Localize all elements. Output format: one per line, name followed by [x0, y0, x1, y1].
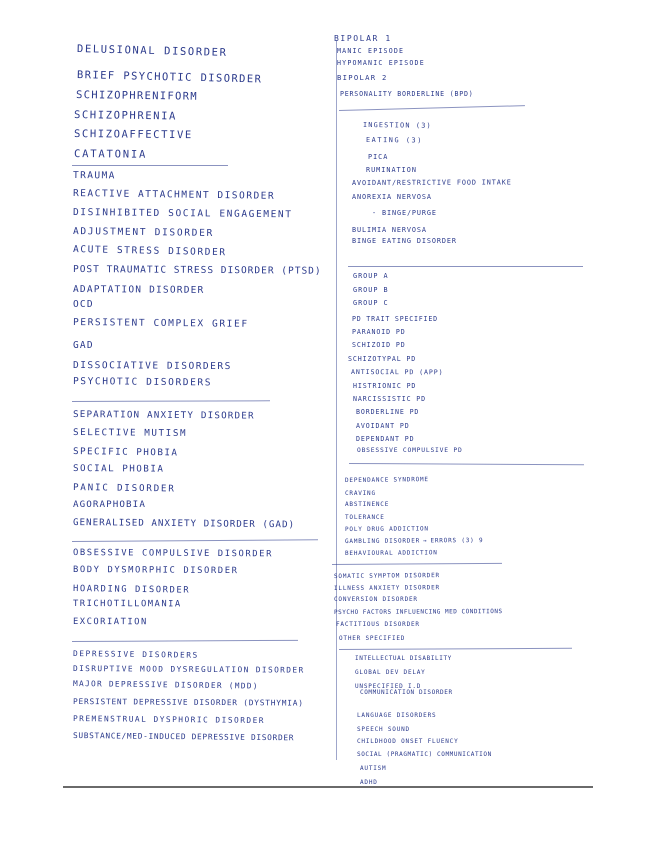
- right-note-line: ILLNESS ANXIETY DISORDER: [333, 584, 440, 592]
- right-note-line: DEPENDANCE SYNDROME: [344, 476, 429, 484]
- left-note-line: ADJUSTMENT DISORDER: [72, 226, 215, 239]
- left-note-line: PSYCHOTIC DISORDERS: [72, 376, 213, 389]
- left-note-line: PREMENSTRUAL DYSPHORIC DISORDER: [72, 714, 266, 726]
- right-note-line: BIPOLAR 1: [334, 34, 392, 43]
- left-note-line: SELECTIVE MUTISM: [72, 427, 188, 439]
- left-note-line: HOARDING DISORDER: [72, 584, 191, 596]
- right-note-line: INGESTION (3): [362, 121, 432, 130]
- section-divider: [72, 165, 228, 166]
- right-note-line: COMMUNICATION DISORDER: [360, 689, 453, 696]
- left-note-line: OCD: [73, 299, 94, 310]
- right-note-line: POLY DRUG ADDICTION: [344, 525, 429, 533]
- left-note-line: GAD: [73, 340, 94, 351]
- right-note-line: PD TRAIT SPECIFIED: [352, 315, 438, 323]
- left-note-line: CATATONIA: [73, 148, 148, 161]
- right-note-line: FACTITIOUS DISORDER: [336, 621, 420, 628]
- right-note-line: SCHIZOTYPAL PD: [348, 355, 417, 363]
- handwritten-note-sheet: [63, 28, 593, 788]
- right-note-line: MANIC EPISODE: [337, 47, 405, 55]
- left-note-line: PERSISTENT DEPRESSIVE DISORDER (DYSTHYMIA): [72, 697, 304, 708]
- left-note-line: SCHIZOPHRENIA: [73, 109, 178, 123]
- left-note-line: PANIC DISORDER: [72, 482, 176, 495]
- column-divider: [336, 40, 337, 760]
- right-note-line: ABSTINENCE: [345, 501, 390, 508]
- right-note-line: OBSESSIVE COMPULSIVE PD: [357, 447, 463, 454]
- left-note-line: REACTIVE ATTACHMENT DISORDER: [72, 188, 276, 202]
- left-note-line: SPECIFIC PHOBIA: [72, 446, 179, 459]
- right-note-line: GROUP A: [353, 272, 389, 280]
- right-note-line: HISTRIONIC PD: [353, 382, 417, 390]
- right-note-line: ANTISOCIAL PD (APP): [350, 368, 444, 377]
- right-note-line: EATING (3): [365, 136, 423, 145]
- gambling-annotation: ERRORS (3) 9: [430, 537, 484, 545]
- left-note-line: EXCORIATION: [72, 617, 148, 628]
- left-note-line: DISSOCIATIVE DISORDERS: [72, 360, 232, 373]
- left-note-line: DEPRESSIVE DISORDERS: [72, 649, 199, 660]
- right-note-line: PARANOID PD: [352, 328, 406, 336]
- section-divider: [348, 266, 583, 267]
- left-note-line: ADAPTATION DISORDER: [72, 284, 205, 296]
- right-note-line: UNSPECIFIED I.D: [355, 683, 422, 690]
- left-note-line: OBSESSIVE COMPULSIVE DISORDER: [72, 548, 274, 560]
- right-note-line: AVOIDANT/RESTRICTIVE FOOD INTAKE: [351, 178, 512, 187]
- right-note-line: HYPOMANIC EPISODE: [337, 59, 425, 67]
- left-note-line: TRICHOTILLOMANIA: [72, 599, 182, 610]
- right-note-line: BIPOLAR 2: [337, 73, 388, 82]
- right-note-line: RUMINATION: [366, 166, 417, 174]
- right-note-line: SOMATIC SYMPTOM DISORDER: [333, 572, 440, 580]
- left-note-line: POST TRAUMATIC STRESS DISORDER (PTSD): [72, 264, 322, 277]
- right-note-line: SCHIZOID PD: [352, 341, 406, 349]
- right-note-line: CONVERSION DISORDER: [334, 596, 418, 603]
- left-note-line: SEPARATION ANXIETY DISORDER: [72, 409, 255, 422]
- right-note-line: PERSONALITY BORDERLINE (BPD): [340, 90, 474, 98]
- right-note-line: BEHAVIOURAL ADDICTION: [344, 549, 438, 557]
- right-note-line: AVOIDANT PD: [356, 422, 410, 430]
- left-note-line: SCHIZOAFFECTIVE: [73, 128, 193, 142]
- left-note-line: GENERALISED ANXIETY DISORDER (GAD): [72, 517, 296, 531]
- right-note-line: GROUP C: [353, 299, 389, 307]
- right-note-line: GLOBAL DEV DELAY: [355, 669, 426, 676]
- right-note-line: BULIMIA NERVOSA: [352, 226, 427, 234]
- left-note-line: MAJOR DEPRESSIVE DISORDER (MDD): [72, 679, 259, 691]
- left-note-line: ACUTE STRESS DISORDER: [72, 244, 227, 259]
- left-note-line: SOCIAL PHOBIA: [72, 463, 165, 475]
- right-note-line: GAMBLING DISORDER → ERRORS (3) 9: [344, 537, 484, 545]
- right-note-line: INTELLECTUAL DISABILITY: [355, 655, 452, 662]
- right-note-line: DEPENDANT PD: [356, 435, 415, 443]
- right-note-line: GROUP B: [353, 286, 389, 294]
- left-note-line: DELUSIONAL DISORDER: [76, 43, 228, 59]
- right-note-line: AUTISM: [360, 765, 387, 772]
- left-note-line: BRIEF PSYCHOTIC DISORDER: [76, 69, 263, 86]
- left-note-line: AGORAPHOBIA: [73, 499, 146, 510]
- right-note-line: ANOREXIA NERVOSA: [352, 193, 432, 201]
- left-note-line: PERSISTENT COMPLEX GRIEF: [72, 317, 249, 330]
- right-note-line: OTHER SPECIFIED: [339, 635, 406, 642]
- right-note-line: PICA: [368, 153, 389, 161]
- right-note-line: NARCISSISTIC PD: [353, 395, 427, 403]
- left-note-line: SUBSTANCE/MED-INDUCED DEPRESSIVE DISORDER: [72, 731, 295, 743]
- left-note-line: BODY DYSMORPHIC DISORDER: [72, 565, 239, 577]
- right-note-line: SPEECH SOUND: [357, 726, 410, 733]
- right-note-line: CHILDHOOD ONSET FLUENCY: [357, 738, 459, 745]
- arrow-right-icon: →: [422, 537, 428, 545]
- right-note-line: SOCIAL (PRAGMATIC) COMMUNICATION: [357, 751, 492, 758]
- right-note-line: BORDERLINE PD: [356, 408, 420, 416]
- right-note-line: BINGE EATING DISORDER: [352, 237, 457, 245]
- left-note-line: DISRUPTIVE MOOD DYSREGULATION DISORDER: [72, 664, 305, 675]
- right-note-line: ADHD: [360, 779, 378, 786]
- right-note-line: - BINGE/PURGE: [372, 209, 437, 217]
- right-note-line: CRAVING: [345, 490, 376, 497]
- paper-bottom-edge: [63, 786, 593, 788]
- right-note-line: LANGUAGE DISORDERS: [357, 712, 437, 719]
- right-note-line: PSYCHO FACTORS INFLUENCING MED CONDITIONS: [333, 608, 503, 616]
- left-note-line: DISINHIBITED SOCIAL ENGAGEMENT: [72, 207, 293, 221]
- left-note-line: TRAUMA: [72, 170, 116, 182]
- left-note-line: SCHIZOPHRENIFORM: [75, 89, 199, 103]
- right-note-line: TOLERANCE: [345, 514, 385, 521]
